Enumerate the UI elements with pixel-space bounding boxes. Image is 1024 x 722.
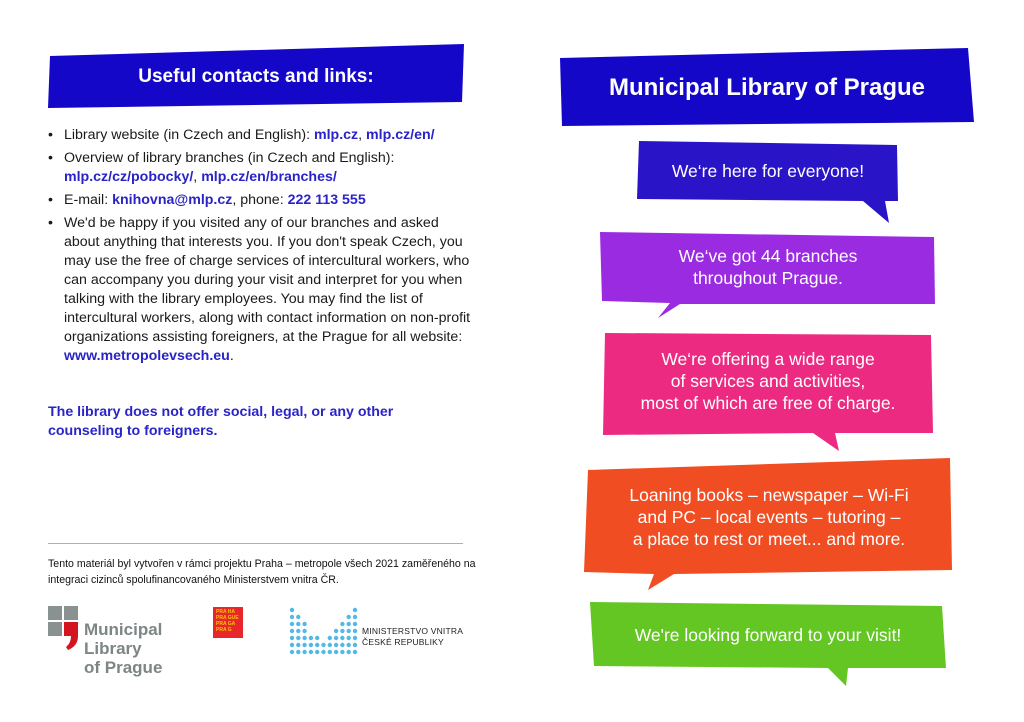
contacts-header-title: Useful contacts and links: (138, 66, 374, 87)
bubble-line: and PC – local events – tutoring – (637, 507, 901, 527)
speech-bubble-branches (600, 232, 936, 318)
branches-label: Overview of library branches (in Czech and English): (64, 150, 395, 166)
ministry-dot (290, 608, 294, 612)
ministry-dot (340, 622, 344, 626)
ministry-dot (347, 629, 351, 633)
ministry-dot (353, 608, 357, 612)
ministry-dot (309, 650, 313, 654)
ministry-dot (290, 629, 294, 633)
link-mlp-cz-en[interactable]: mlp.cz/en/ (366, 127, 435, 143)
bubble-line: We‘re here for everyone! (671, 161, 865, 181)
link-branches-cz[interactable]: mlp.cz/cz/pobocky/ (64, 169, 194, 185)
ministry-dot (296, 643, 300, 647)
praha-line-4: PRA G (216, 627, 232, 633)
ministry-dot (353, 650, 357, 654)
list-item-visit-info (48, 214, 478, 366)
ministry-dot (328, 650, 332, 654)
link-mlp-cz[interactable]: mlp.cz (313, 127, 359, 143)
bubble-line: throughout Prague. (693, 268, 843, 288)
ministry-dot (353, 615, 357, 619)
bubble-text (584, 484, 954, 550)
bullet-icon: • (48, 127, 53, 143)
ministry-dot (347, 622, 351, 626)
ministry-dot (328, 636, 332, 640)
contacts-header-banner (48, 44, 464, 108)
ministry-dot (290, 643, 294, 647)
ministry-dot (290, 650, 294, 654)
ministry-dot (290, 622, 294, 626)
ministry-dots-graphic (289, 607, 359, 657)
speech-bubble-visit (590, 602, 946, 688)
ministry-dot (347, 650, 351, 654)
ministry-dot (315, 636, 319, 640)
praha-line-2: PRA GUE (216, 615, 239, 621)
ministry-logo-mark-icon (289, 607, 359, 657)
praha-logo (213, 607, 243, 638)
ministry-dot (290, 636, 294, 640)
link-metropolevsech[interactable]: www.metropolevsech.eu (64, 348, 230, 364)
ministry-dot (334, 650, 338, 654)
email-label: E-mail: (64, 192, 113, 208)
ministry-dot (302, 650, 306, 654)
ministry-dot (328, 643, 332, 647)
ministry-dot (347, 643, 351, 647)
ministry-dot (290, 615, 294, 619)
library-title: Municipal Library of Prague (608, 74, 926, 101)
bubble-text (590, 624, 946, 646)
link-branches-en[interactable]: mlp.cz/en/branches/ (201, 169, 337, 185)
ministry-dot (315, 643, 319, 647)
ministry-dot (296, 622, 300, 626)
ministry-dot (340, 636, 344, 640)
ministry-dot (315, 650, 319, 654)
ministry-dot (334, 629, 338, 633)
bullet-icon: • (48, 215, 53, 231)
bubble-text (600, 245, 936, 289)
visit-info-text: We'd be happy if you visited any of our branches and asked about anything that interests you. If you don't speak Czech, you may use the free of charge services of intercultural workers, who can accompany you during your visit and interpret for you when talking with the library employees. You may find the list of intercultural workers, along with contact information on non-profit organizations assisting foreigners, at the Prague for all website: (64, 215, 471, 345)
ministry-dot (347, 615, 351, 619)
ministry-dot (302, 629, 306, 633)
ministry-dot (309, 636, 313, 640)
ministry-dot (334, 636, 338, 640)
contacts-list (48, 126, 478, 370)
bubble-line: We‘re offering a wide range (661, 349, 875, 369)
speech-bubble-services (603, 333, 933, 453)
logo-line-1: Municipal (84, 620, 163, 639)
visit-info-suffix: . (229, 348, 234, 364)
ministry-dot (296, 636, 300, 640)
ministry-dot (309, 643, 313, 647)
logo-line-3: of Prague (84, 658, 163, 677)
ministry-dot (296, 650, 300, 654)
bubble-line: Loaning books – newspaper – Wi-Fi (629, 485, 909, 505)
ministry-dot (340, 643, 344, 647)
ministry-dot (296, 615, 300, 619)
ministry-dot (353, 622, 357, 626)
email-link[interactable]: knihovna@mlp.cz (112, 192, 233, 208)
bubble-line: most of which are free of charge. (640, 393, 896, 413)
ministry-dot (353, 643, 357, 647)
phone-label: , phone: (232, 192, 288, 208)
ministry-dot (296, 629, 300, 633)
ministry-dot (340, 650, 344, 654)
praha-line-3: PRA GA (216, 621, 236, 627)
footer-divider (48, 543, 463, 544)
list-item-website: • Library website (in Czech and English): mlp.cz, mlp.cz/en/ (48, 127, 435, 143)
bubble-text (603, 348, 933, 414)
logo-line-2: Library (84, 639, 142, 658)
library-title-banner (560, 48, 974, 126)
municipal-library-logo (48, 606, 178, 678)
library-logo-mark-icon (48, 606, 84, 651)
speech-bubble-offerings (584, 458, 954, 590)
ministry-dot (353, 636, 357, 640)
ministry-dot (340, 629, 344, 633)
bullet-icon: • (48, 192, 53, 208)
ministry-dot (334, 643, 338, 647)
bubble-text (637, 160, 899, 182)
bubble-line: We‘ve got 44 branches (678, 246, 858, 266)
praha-line-1: PRA HA (216, 609, 235, 615)
ministry-dot (302, 636, 306, 640)
ministry-dot (353, 629, 357, 633)
ministry-dot (321, 650, 325, 654)
ministry-line-1: MINISTERSTVO VNITRA (362, 626, 464, 636)
library-logo-text (84, 620, 162, 677)
speech-bubble-everyone (637, 141, 899, 225)
ministry-dot (302, 622, 306, 626)
bubble-line: of services and activities, (670, 371, 866, 391)
ministry-line-2: ČESKÉ REPUBLIKY (362, 637, 444, 647)
phone-link[interactable]: 222 113 555 (287, 192, 366, 208)
ministry-dot (302, 643, 306, 647)
bullet-icon: • (48, 150, 53, 166)
ministry-dot (347, 636, 351, 640)
list-item-branches: • Overview of library branches (in Czech and English): mlp.cz/cz/pobocky/, mlp.cz/en/branches/ (48, 150, 395, 185)
ministry-dot (321, 643, 325, 647)
bubble-line: a place to rest or meet... and more. (632, 529, 906, 549)
counseling-notice: The library does not offer social, legal, or any other counseling to foreigners. (48, 404, 394, 439)
ministry-logo-text (362, 626, 463, 648)
website-label: Library website (in Czech and English): (64, 127, 314, 143)
bubble-line: We're looking forward to your visit! (634, 625, 902, 645)
speech-bubble-shape (637, 141, 899, 225)
project-footnote: Tento materiál byl vytvořen v rámci projektu Praha – metropole všech 2021 zaměřeného na integraci cizinců spolufinancovaného Ministerstvem vnitra ČR. (48, 558, 476, 586)
list-item-contact (48, 191, 478, 210)
